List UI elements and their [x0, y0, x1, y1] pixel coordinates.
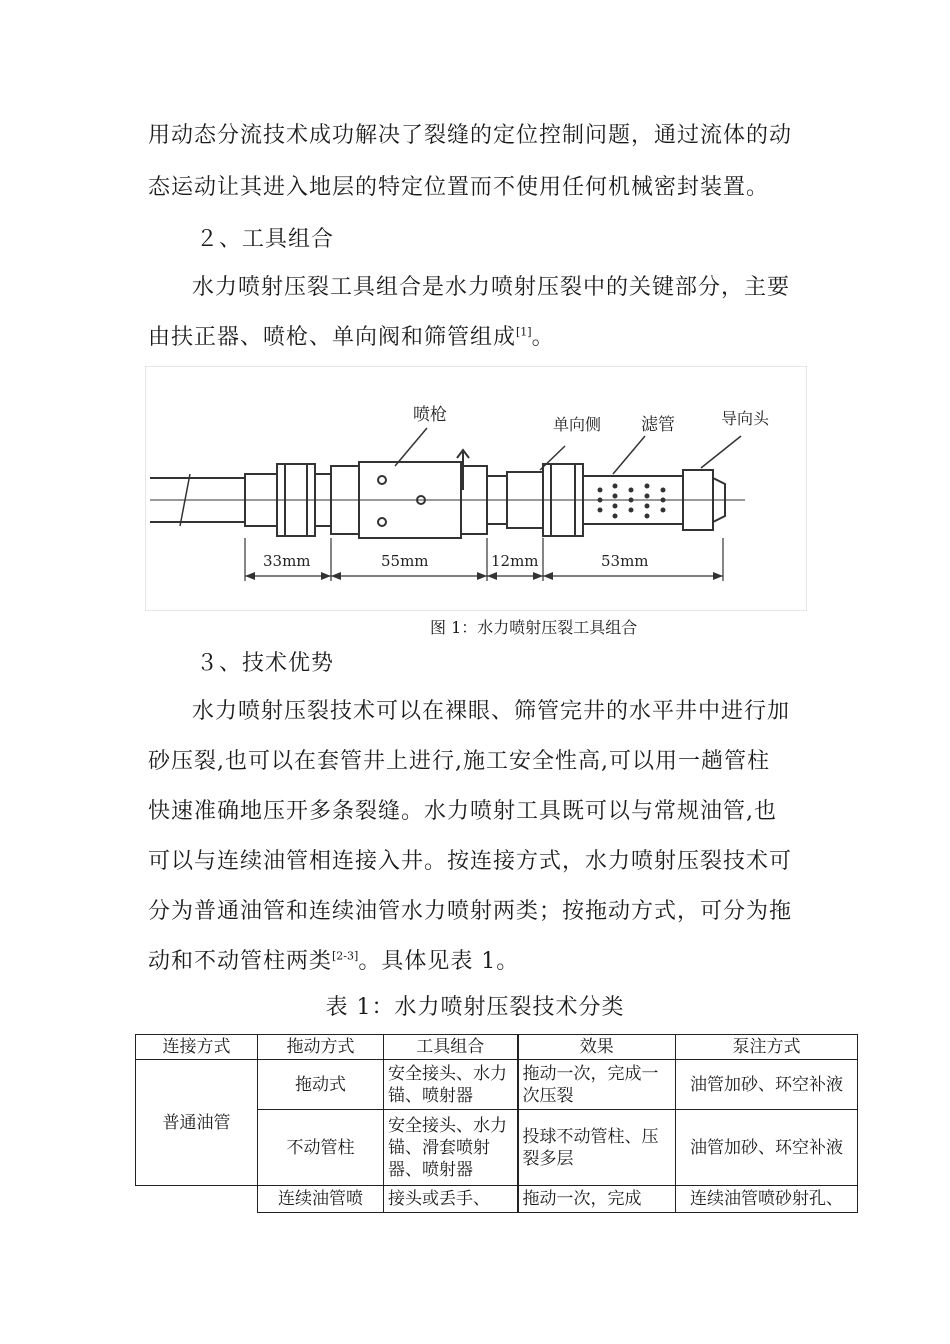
figure-caption: 图 1：水力喷射压裂工具组合 — [430, 618, 638, 637]
dim-label: 33mm — [263, 552, 311, 570]
paragraph-line: 可以与连续油管相连接入井。按连接方式，水力喷射压裂技术可 — [148, 849, 793, 874]
citation-ref[interactable]: [2-3] — [332, 949, 359, 963]
group-cell: 普通油管 — [136, 1060, 258, 1186]
header-cell: 工具组合 — [384, 1035, 518, 1060]
text: 。 — [531, 325, 555, 350]
table-cell: 连续油管喷砂射孔、 — [676, 1186, 858, 1213]
tool-assembly-diagram — [145, 366, 807, 611]
table-caption: 表 1：水力喷射压裂技术分类 — [325, 995, 625, 1020]
paragraph-line: 态运动让其进入地层的特定位置而不使用任何机械密封装置。 — [148, 175, 770, 200]
table-cell: 不动管柱 — [258, 1110, 384, 1186]
table-cell: 油管加砂、环空补液 — [676, 1060, 858, 1110]
table-cell: 安全接头、水力锚、滑套喷射器、喷射器 — [384, 1110, 518, 1186]
table-cell: 油管加砂、环空补液 — [676, 1110, 858, 1186]
section-heading-advantages: ３、技术优势 — [196, 651, 335, 676]
header-cell: 连接方式 — [136, 1035, 258, 1060]
table-row — [136, 1186, 858, 1213]
table-cell — [136, 1186, 258, 1213]
table-cell: 拖动式 — [258, 1060, 384, 1110]
dim-label: 53mm — [601, 552, 649, 570]
table-cell: 拖动一次，完成一次压裂 — [518, 1060, 676, 1110]
paragraph-line: 快速准确地压开多条裂缝。水力喷射工具既可以与常规油管,也 — [148, 799, 777, 824]
table-header-row — [136, 1035, 858, 1060]
table-row — [136, 1060, 858, 1110]
paragraph-line — [148, 944, 519, 975]
label-check-valve: 单向侧 — [553, 415, 602, 434]
label-gun: 喷枪 — [413, 405, 447, 425]
section-heading-tools: ２、工具组合 — [196, 227, 335, 252]
paragraph-line: 分为普通油管和连续油管水力喷射两类；按拖动方式，可分为拖 — [148, 899, 793, 924]
label-screen: 滤管 — [641, 415, 675, 435]
table-cell: 连续油管喷 — [258, 1186, 384, 1213]
header-cell: 拖动方式 — [258, 1035, 384, 1060]
text: 。具体见表 1。 — [358, 949, 520, 974]
table-cell: 安全接头、水力锚、喷射器 — [384, 1060, 518, 1110]
table-cell: 接头或丢手、 — [384, 1186, 518, 1213]
text: 动和不动管柱两类 — [148, 949, 333, 974]
paragraph-line: 用动态分流技术成功解决了裂缝的定位控制问题，通过流体的动 — [148, 123, 793, 148]
dim-label: 55mm — [381, 552, 429, 570]
dim-label: 12mm — [491, 552, 539, 570]
paragraph-line — [148, 320, 555, 351]
header-cell: 效果 — [518, 1035, 676, 1060]
paragraph-line: 砂压裂,也可以在套管井上进行,施工安全性高,可以用一趟管柱 — [148, 749, 770, 774]
text: 由扶正器、喷枪、单向阀和筛管组成 — [148, 325, 517, 350]
citation-ref[interactable]: [1] — [516, 325, 532, 339]
table-cell: 投球不动管柱、压裂多层 — [518, 1110, 676, 1186]
header-cell: 泵注方式 — [676, 1035, 858, 1060]
paragraph-line: 水力喷射压裂工具组合是水力喷射压裂中的关键部分，主要 — [192, 275, 791, 300]
paragraph-line: 水力喷射压裂技术可以在裸眼、筛管完井的水平井中进行加 — [192, 699, 791, 724]
table-cell: 拖动一次，完成 — [518, 1186, 676, 1213]
classification-table — [135, 1034, 858, 1213]
label-guide-head: 导向头 — [721, 409, 770, 428]
